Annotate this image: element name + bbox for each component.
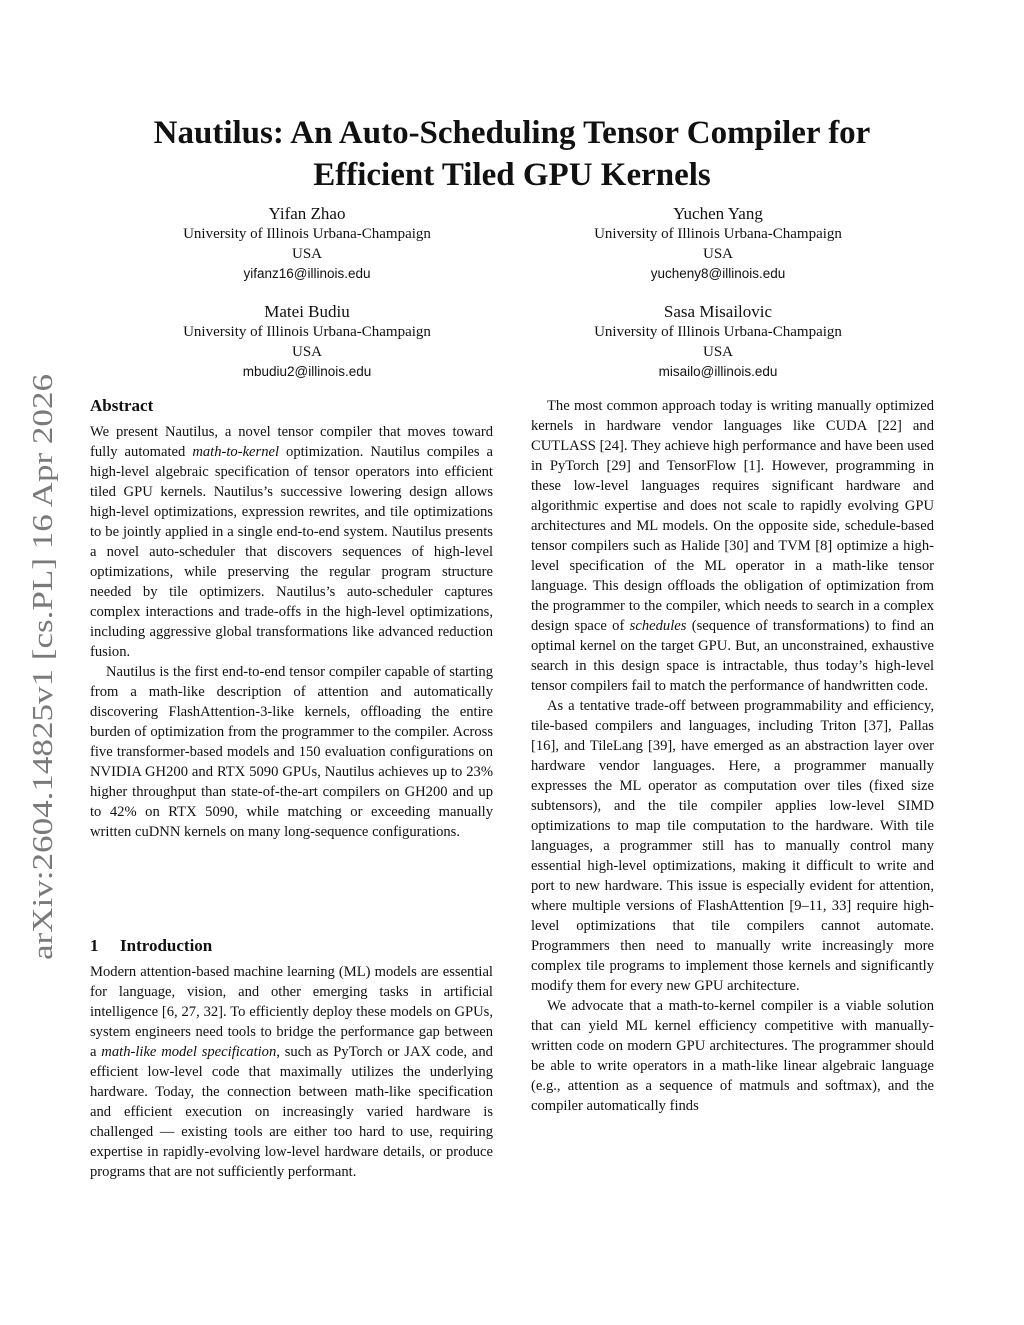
paper-title-line-2: Efficient Tiled GPU Kernels xyxy=(313,157,711,193)
author-country: USA xyxy=(702,245,733,262)
author-block-2 xyxy=(528,203,908,284)
body-text: The most common approach today is writing manually optimized kernels in hardware vendor languages like CUDA [22] and CUTLASS [24]. They achieve high performance and have been used in PyTorch [29] and TensorFlow [1]. However, programming in these low-level languages requires significant hardware and algorithmic expertise and does not scale to rapidly evolving GPU architectures and ML models. On the opposite side, schedule-based tensor compilers such as Halide [30] and TVM [8] optimize a high-level specification of the ML operator in a math-like tensor language. This design offloads the obligation of optimization from the programmer to the compiler, which needs to search in a complex design space of xyxy=(531,398,934,634)
introduction-text: , such as PyTorch or JAX code, and efficient low-level code that maximally utilizes the underlying hardware. Today, the connection between math-like specification and efficient execution on increasingly varied hardware is challenged — existing tools are either too hard to use, requiring expertise in rapidly-evolving low-level hardware details, or produce programs that are not sufficiently performant. xyxy=(90,1044,493,1180)
author-name: Yifan Zhao xyxy=(268,204,346,223)
abstract-text: optimization. Nautilus compiles a high-level algebraic specification of tensor operators into efficient tiled GPU kernels. Nautilus’s successive lowering design allows high-level optimizations, expression rewrites, and tile optimizations to be jointly applied in a single end-to-end system. Nautilus presents a novel auto-scheduler that discovers sequences of high-level optimizations, while preserving the regular program structure needed by tile optimizers. Nautilus’s auto-scheduler captures complex interactions and trade-offs in the high-level optimizations, including aggressive global transformations like advanced reduction fusion. xyxy=(90,444,493,660)
abstract-heading: Abstract xyxy=(90,396,154,415)
abstract-paragraph-1 xyxy=(90,422,493,662)
author-name: Sasa Misailovic xyxy=(663,302,773,321)
paper-title-line-1: Nautilus: An Auto-Scheduling Tensor Compiler for xyxy=(153,115,871,151)
author-country: USA xyxy=(702,343,733,360)
abstract-paragraph-2: Nautilus is the first end-to-end tensor compiler capable of starting from a math-like description of attention and automatically discovering FlashAttention-3-like kernels, offloading the entire burden of optimization from the programmer to the compiler. Across five transformer-based models and 150 evaluation configurations on NVIDIA GH200 and RTX 5090 GPUs, Nautilus achieves up to 23% higher throughput than state-of-the-art compilers on GH200 and up to 42% on RTX 5090, while matching or exceeding manually written cuDNN kernels on many long-sequence configurations. xyxy=(90,664,493,840)
arxiv-identifier xyxy=(16,374,66,960)
author-email[interactable]: misailo@illinois.edu xyxy=(658,364,778,379)
body-text: (sequence of transformations) to find an optimal kernel on the target GPU. But, an unconstrained, exhaustive search in this design space is intractable, thus today’s high-level tensor compilers fail to match the performance of handwritten code. xyxy=(531,618,934,694)
paper-title xyxy=(100,112,924,196)
author-affiliation: University of Illinois Urbana-Champaign xyxy=(183,324,431,340)
author-country: USA xyxy=(291,343,322,360)
author-email[interactable]: yucheny8@illinois.edu xyxy=(650,266,786,281)
abstract-section xyxy=(90,395,493,842)
body-paragraph-1 xyxy=(531,396,934,696)
abstract-emphasis: math-to-kernel xyxy=(192,444,280,460)
abstract-text: We present Nautilus, a novel tensor compiler that moves toward fully automated xyxy=(90,424,493,460)
introduction-paragraph-1 xyxy=(90,962,493,1182)
arxiv-identifier-svg xyxy=(16,374,66,960)
author-email[interactable]: mbudiu2@illinois.edu xyxy=(242,364,372,379)
author-block-3 xyxy=(117,301,497,382)
section-number: 1 xyxy=(90,936,99,955)
introduction-heading xyxy=(90,935,493,957)
author-name: Yuchen Yang xyxy=(673,204,763,223)
body-paragraph-3: We advocate that a math-to-kernel compiler is a viable solution that can yield ML kernel efficiency competitive with manually-written code on modern GPU architectures. The programmer should be able to write operators in a math-like linear algebraic language (e.g., attention as a sequence of matmuls and softmax), and the compiler automatically finds xyxy=(531,998,934,1114)
introduction-text: Modern attention-based machine learning (ML) models are essential for language, vision, and other emerging tasks in artificial intelligence [6, 27, 32]. To efficiently deploy these models on GPUs, system engineers need tools to bridge the performance gap between a xyxy=(90,964,493,1060)
introduction-section xyxy=(90,935,493,1182)
author-affiliation: University of Illinois Urbana-Champaign xyxy=(183,226,431,242)
author-affiliation: University of Illinois Urbana-Champaign xyxy=(594,324,842,340)
body-emphasis: schedules xyxy=(629,618,687,634)
author-block-1 xyxy=(117,203,497,284)
author-affiliation: University of Illinois Urbana-Champaign xyxy=(594,226,842,242)
section-title: Introduction xyxy=(120,936,213,955)
author-name: Matei Budiu xyxy=(264,302,350,321)
arxiv-identifier-text: arXiv:2604.14825v1 [cs.PL] 16 Apr 2026 xyxy=(27,475,59,960)
author-block-4 xyxy=(528,301,908,382)
body-paragraph-2: As a tentative trade-off between programmability and efficiency, tile-based compilers and languages, including Triton [37], Pallas [16], and TileLang [39], have emerged as an abstraction layer over hardware vendor languages. Here, a programmer manually expresses the ML operator as computation over tiles (fixed size subtensors), and the tile compiler applies low-level SIMD optimizations to map tile computation to the hardware. With tile languages, a programmer still has to manually control many essential high-level optimizations, making it difficult to write and port to new hardware. This issue is especially evident for attention, where multiple versions of FlashAttention [9–11, 33] require high-level optimizations that tile compilers cannot automate. Programmers then need to manually write increasingly more complex tile programs to implement those kernels and significantly modify them for every new GPU architecture. xyxy=(531,698,934,994)
right-column-body xyxy=(531,396,934,1116)
author-country: USA xyxy=(291,245,322,262)
introduction-emphasis: math-like model specification xyxy=(101,1044,277,1060)
author-email[interactable]: yifanz16@illinois.edu xyxy=(243,266,371,281)
